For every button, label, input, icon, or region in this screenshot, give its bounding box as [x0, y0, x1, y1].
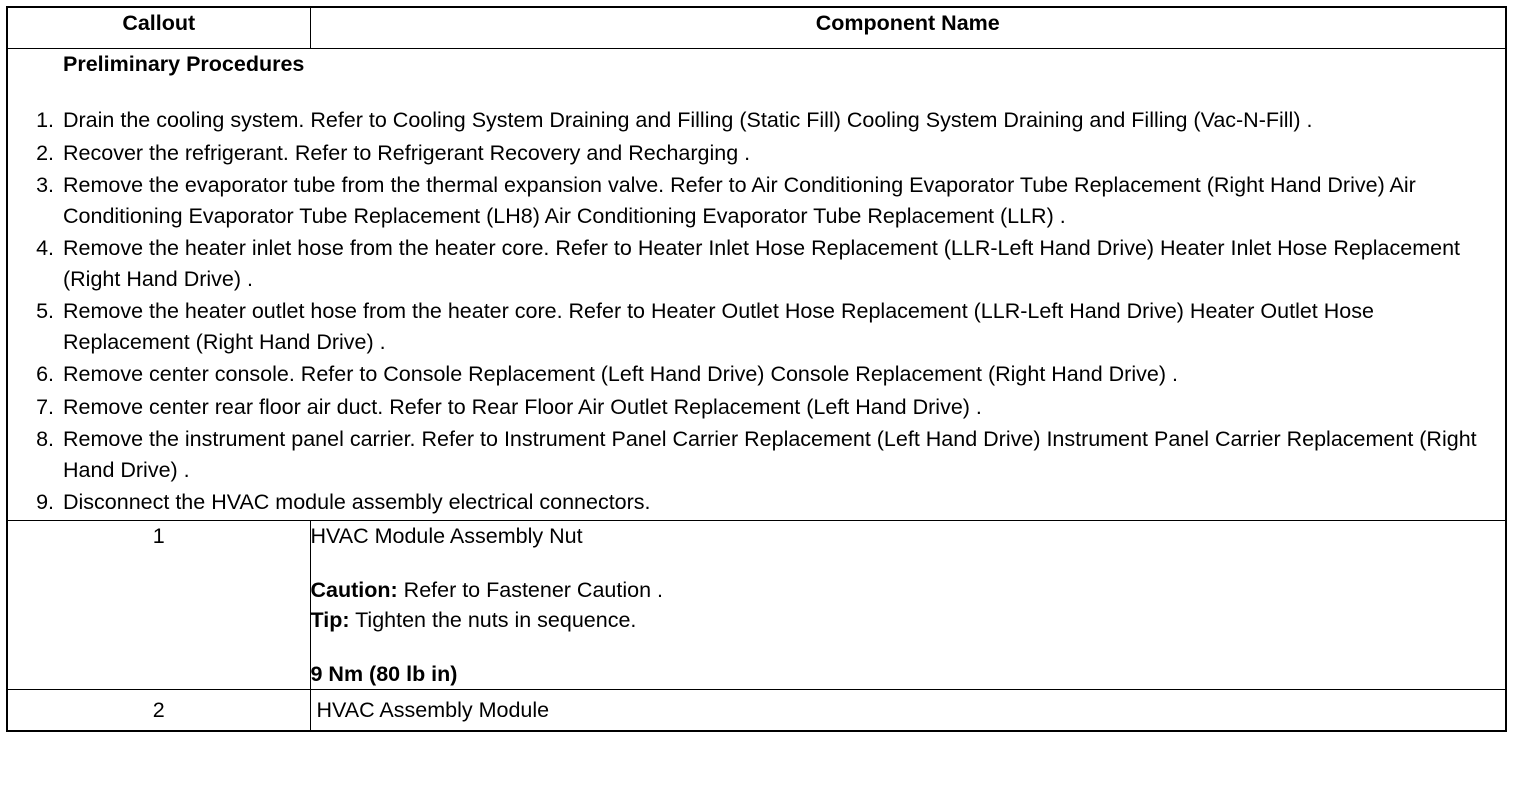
step-item: [8, 233, 1505, 294]
caution-label: Caution:: [310, 577, 398, 602]
step-number: 7.: [36, 394, 54, 419]
step-item: [8, 296, 1505, 357]
step-item: [8, 105, 1505, 136]
table-row: [7, 520, 1506, 689]
step-number: 1.: [36, 108, 54, 132]
component-cell: [310, 520, 1506, 689]
tip-label: Tip:: [310, 607, 350, 632]
step-text: Remove center rear floor air duct. Refer to Rear Floor Air Outlet Replacement (Left Hand Drive) .: [63, 394, 982, 419]
caution-text: Refer to Fastener Caution .: [397, 577, 663, 602]
tip-note: [311, 605, 1506, 635]
callout-number: 1: [7, 520, 310, 689]
step-number: 8.: [36, 427, 54, 451]
step-number: 2.: [36, 140, 54, 165]
step-text: Remove the instrument panel carrier. Refer to Instrument Panel Carrier Replacement (Left Hand Drive) Instrument Panel Carrier Replacement (Right Hand Drive) .: [63, 427, 1477, 482]
step-text: Remove center console. Refer to Console Replacement (Left Hand Drive) Console Replacement (Right Hand Drive) .: [63, 362, 1178, 386]
step-item: [8, 424, 1505, 485]
spacer: [311, 635, 1506, 659]
step-number: 6.: [36, 362, 54, 386]
step-number: 9.: [36, 490, 54, 514]
step-text: Remove the heater inlet hose from the heater core. Refer to Heater Inlet Hose Replacement (LLR-Left Hand Drive) Heater Inlet Hose Replacement (Right Hand Drive) .: [63, 236, 1460, 291]
component-name: HVAC Assembly Module: [310, 689, 1506, 731]
torque-spec: 9 Nm (80 lb in): [310, 661, 458, 686]
step-item: [8, 359, 1505, 390]
step-item: [8, 392, 1505, 423]
preliminary-title: Preliminary Procedures: [63, 52, 305, 76]
step-item: [8, 487, 1505, 518]
tip-text: Tighten the nuts in sequence.: [349, 607, 637, 632]
procedure-table: [6, 6, 1507, 732]
step-text: Remove the heater outlet hose from the heater core. Refer to Heater Outlet Hose Replacement (LLR-Left Hand Drive) Heater Outlet Hose Replacement (Right Hand Drive) .: [63, 299, 1374, 354]
component-name: HVAC Module Assembly Nut: [310, 523, 583, 548]
step-text: Drain the cooling system. Refer to Cooling System Draining and Filling (Static Fill) Cooling System Draining and Filling (Vac-N-Fill) .: [63, 108, 1313, 132]
step-text: Remove the evaporator tube from the thermal expansion valve. Refer to Air Conditioning Evaporator Tube Replacement (Right Hand Drive) Air Conditioning Evaporator Tube Replacement (LH8) Air Conditioning Evaporator Tube Replacement (LLR) .: [63, 173, 1416, 228]
caution-note: [311, 575, 1506, 605]
step-number: 5.: [36, 299, 54, 323]
step-item: [8, 170, 1505, 231]
component-column-header: Component Name: [310, 7, 1506, 49]
table-row: [7, 689, 1506, 731]
preliminary-row: [7, 49, 1506, 521]
header-row: [7, 7, 1506, 49]
step-text: Disconnect the HVAC module assembly electrical connectors.: [63, 490, 651, 514]
step-text: Recover the refrigerant. Refer to Refrigerant Recovery and Recharging .: [63, 140, 751, 165]
step-number: 3.: [36, 173, 54, 197]
step-item: [8, 138, 1505, 169]
callout-column-header: Callout: [7, 7, 310, 49]
preliminary-cell: [7, 49, 1506, 521]
callout-number: 2: [7, 689, 310, 731]
spacer: [311, 551, 1506, 575]
step-number: 4.: [36, 236, 54, 260]
preliminary-steps: [8, 105, 1505, 518]
